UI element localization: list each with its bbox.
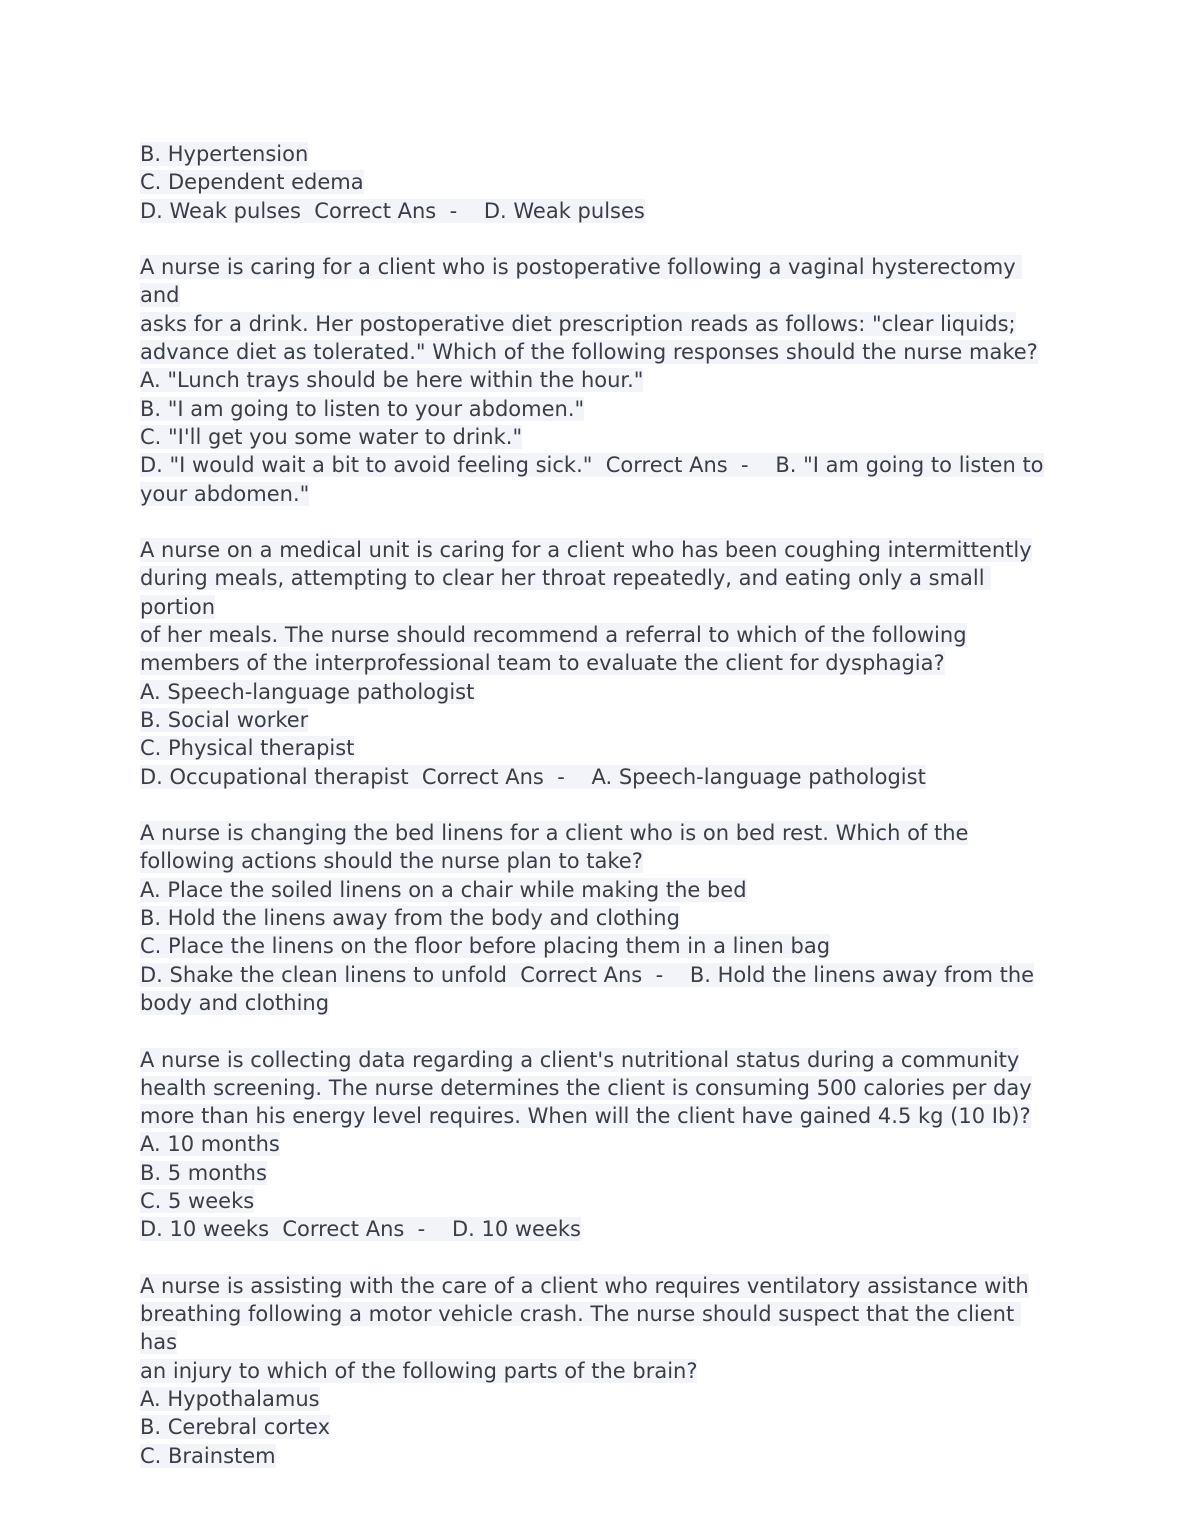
answer-option: C. Place the linens on the floor before placing them in a linen bag xyxy=(140,934,831,959)
question-stem-line: A nurse is changing the bed linens for a client who is on bed rest. Which of the xyxy=(140,821,969,846)
question-stem-line: breathing following a motor vehicle crash. The nurse should suspect that the client has xyxy=(140,1302,1021,1355)
question-stem-line: of her meals. The nurse should recommend a referral to which of the following xyxy=(140,623,967,648)
question-stem-line: A nurse is caring for a client who is postoperative following a vaginal hysterectomy and xyxy=(140,255,1023,308)
answer-option: C. Brainstem xyxy=(140,1443,276,1468)
question-stem-line: A nurse on a medical unit is caring for a client who has been coughing intermittently xyxy=(140,538,1032,563)
answer-option: A. Hypothalamus xyxy=(140,1387,320,1412)
answer-option: B. Cerebral cortex xyxy=(140,1415,331,1440)
spacer xyxy=(140,1244,1045,1272)
answer-option: B. 5 months xyxy=(140,1160,267,1185)
question-stem-line: asks for a drink. Her postoperative diet prescription reads as follows: "clear liquids; xyxy=(140,311,1016,336)
top-fragment xyxy=(140,140,1045,225)
answer-option: B. Hypertension xyxy=(140,142,309,166)
answer-option: B. Social worker xyxy=(140,707,309,732)
answer-option: C. Physical therapist xyxy=(140,736,355,761)
question-stem-line: members of the interprofessional team to evaluate the client for dysphagia? xyxy=(140,651,945,676)
answer-option: C. "I'll get you some water to drink." xyxy=(140,424,523,449)
answer-option-correct-answer: D. 10 weeks Correct Ans - D. 10 weeks xyxy=(140,1217,581,1242)
answer-option: C. Dependent edema xyxy=(140,170,364,195)
answer-option: B. "I am going to listen to your abdomen." xyxy=(140,396,585,421)
question-stem-line: following actions should the nurse plan to take? xyxy=(140,849,643,874)
question-stem-line: A nurse is collecting data regarding a client's nutritional status during a community xyxy=(140,1047,1020,1072)
answer-option: A. "Lunch trays should be here within the hour." xyxy=(140,368,644,393)
question-stem-line: A nurse is assisting with the care of a client who requires ventilatory assistance with xyxy=(140,1273,1029,1298)
spacer xyxy=(140,791,1045,819)
question-block-1 xyxy=(140,253,1045,508)
question-block-2 xyxy=(140,536,1045,791)
document-page xyxy=(140,140,1045,1470)
answer-option: A. 10 months xyxy=(140,1132,280,1157)
answer-option-correct-answer: D. "I would wait a bit to avoid feeling sick." Correct Ans - B. "I am going to listen to xyxy=(140,453,1044,478)
spacer xyxy=(140,508,1045,536)
correct-answer-continuation: body and clothing xyxy=(140,990,330,1015)
answer-option-correct-answer: D. Shake the clean linens to unfold Correct Ans - B. Hold the linens away from the xyxy=(140,962,1035,987)
answer-option: C. 5 weeks xyxy=(140,1188,255,1213)
spacer xyxy=(140,225,1045,253)
question-stem-line: advance diet as tolerated." Which of the following responses should the nurse make? xyxy=(140,340,1038,365)
spacer xyxy=(140,1017,1045,1045)
question-block-5 xyxy=(140,1272,1045,1470)
answer-option: A. Speech-language pathologist xyxy=(140,679,475,704)
correct-answer-continuation: your abdomen." xyxy=(140,481,310,506)
answer-option-correct-answer: D. Weak pulses Correct Ans - D. Weak pulses xyxy=(140,198,645,223)
question-stem-line: health screening. The nurse determines the client is consuming 500 calories per day xyxy=(140,1075,1032,1100)
question-stem-line: more than his energy level requires. When will the client have gained 4.5 kg (10 Ib)? xyxy=(140,1104,1031,1129)
answer-option: A. Place the soiled linens on a chair while making the bed xyxy=(140,877,747,902)
answer-option: B. Hold the linens away from the body and clothing xyxy=(140,906,680,931)
question-block-4 xyxy=(140,1046,1045,1244)
question-block-3 xyxy=(140,819,1045,1017)
question-stem-line: an injury to which of the following parts of the brain? xyxy=(140,1358,698,1383)
answer-option-correct-answer: D. Occupational therapist Correct Ans - A. Speech-language pathologist xyxy=(140,764,926,789)
question-stem-line: during meals, attempting to clear her throat repeatedly, and eating only a small portion xyxy=(140,566,992,619)
